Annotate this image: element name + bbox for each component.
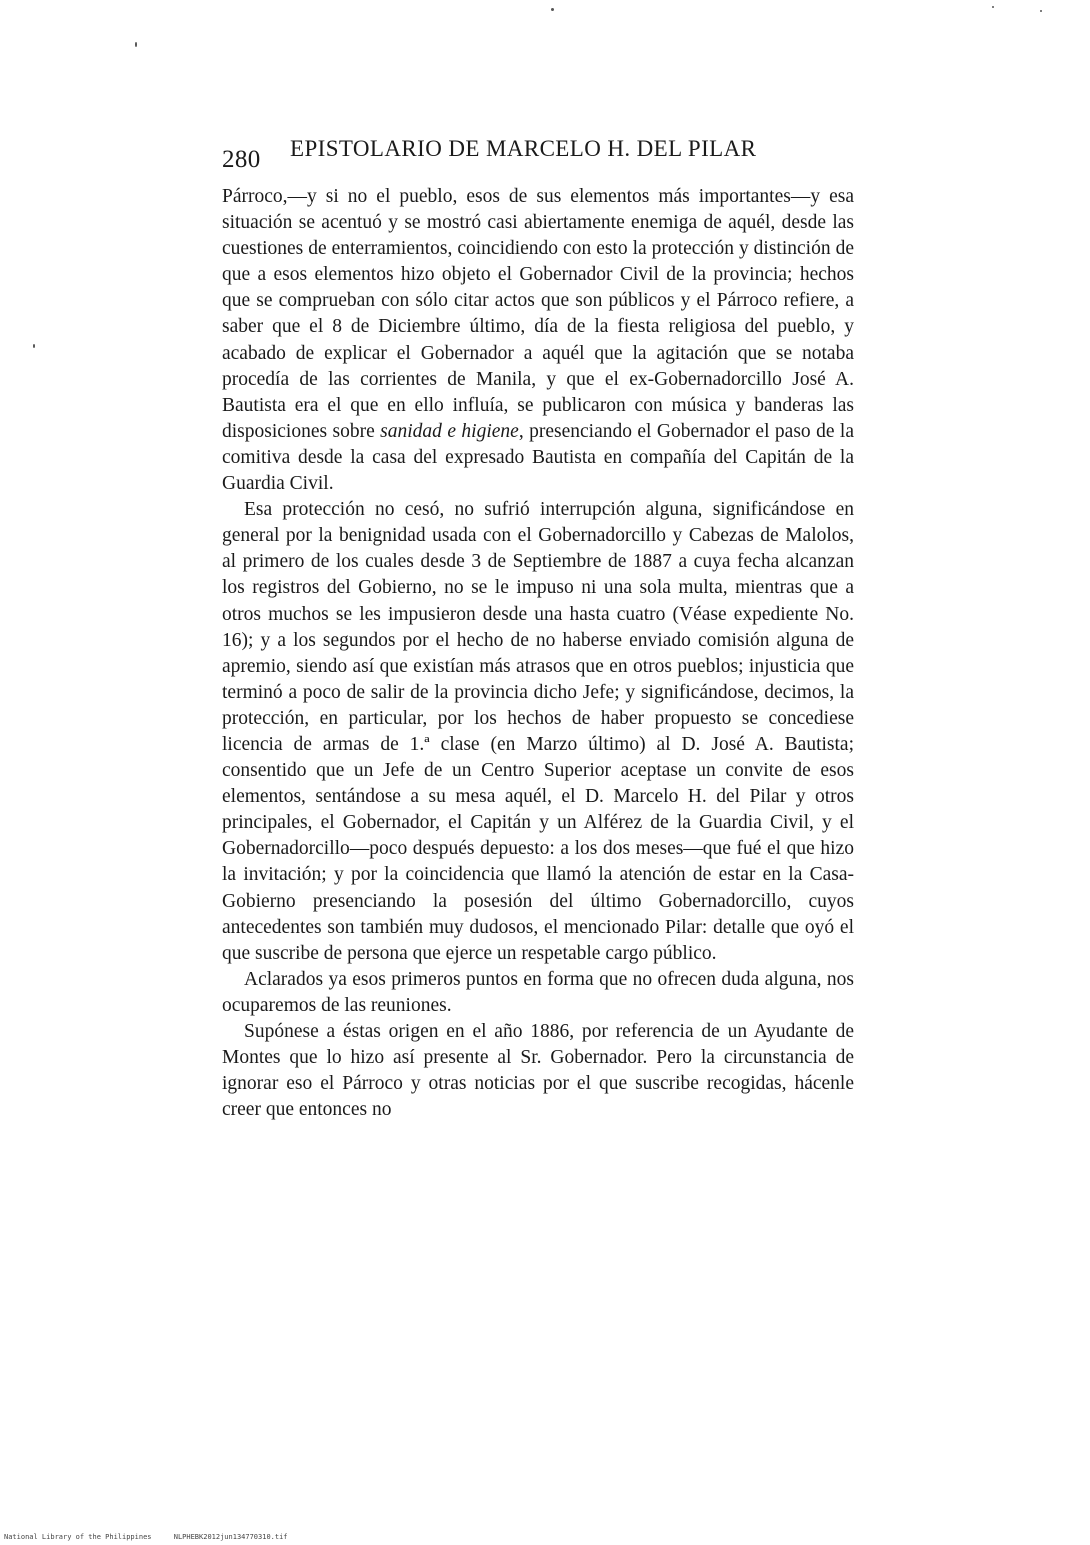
body-text (222, 184, 854, 1123)
paragraph-text: Supónese a éstas origen en el año 1886, por referencia de un Ayudante de Montes que lo hizo así presente al Sr. Gobernador. Pero la circunstancia de ignorar eso el Párroco y otras noticias por el que suscribe recogidas, hácenle creer que entonces no (222, 1021, 854, 1121)
paragraph-text: Esa protección no cesó, no sufrió interrupción alguna, significándose en general por la benignidad usada con el Gobernadorcillo y Cabezas de Malolos, al primero de los cuales desde 3 de Septiembre de 1887 a cuya fecha alcanzan los registros del Gobierno, no se le impuso ni una sola multa, mientras que a otros muchos se les impusieron desde una hasta cuatro (Véase expediente No. 16); y a los segundos por el hecho de no haberse enviado comisión alguna de apremio, siendo así que existían más atrasos que en otros pueblos; injusticia que terminó a poco de salir de la provincia dicho Jefe; y significándose, decimos, la protección, en particular, por los hechos de haber propuesto se concediese licencia de armas de 1.ª clase (en Marzo último) al D. José A. Bautista; consentido que un Jefe de un Centro Superior aceptase un convite de esos elementos, sentándose a su mesa aquél, el D. Marcelo H. del Pilar y otros principales, el Gobernador, el Capitán y un Alférez de la Guardia Civil, y el Gobernadorcillo—poco después depuesto: a los dos meses—que fué el que hizo la invitación; y por la coincidencia que llamó la atención de estar en la Casa-Gobierno presenciando la posesión del último Gobernadorcillo, cuyos antecedentes son también muy dudosos, el mencionado Pilar: detalle que oyó el que suscribe de persona que ejerce un respetable cargo público. (222, 499, 854, 964)
scan-footer (4, 1533, 306, 1541)
running-title: EPISTOLARIO DE MARCELO H. DEL PILAR (290, 136, 757, 161)
paragraph-text: Aclarados ya esos primeros puntos en forma que no ofrecen duda alguna, nos ocuparemos de las reuniones. (222, 968, 854, 1016)
file-identifier: NLPHEBK2012jun134770310.tif (173, 1533, 288, 1541)
scan-speck (551, 8, 554, 11)
paragraph (222, 184, 854, 497)
page-number: 280 (222, 146, 261, 173)
paragraph-text: , presenciando el Gobernador el paso de la comitiva desde la casa del expresado Bautista en compañía del Capitán de la Guardia Civil. (222, 420, 854, 495)
library-credit: National Library of the Philippines (4, 1533, 152, 1541)
paragraph (222, 497, 854, 967)
paragraph-text: Párroco,—y si no el pueblo, esos de sus elementos más importantes—y esa situación se acentuó y se mostró casi abiertamente enemiga de aquél, desde las cuestiones de enterramientos, coincidiendo con esto la protección y distinción de que a esos elementos hizo objeto el Gobernador Civil de la provincia; hechos que se comprueban con sólo citar actos que son públicos y el Párroco refiere, a saber que el 8 de Diciembre último, día de la fiesta religiosa del pueblo, y acabado de explicar el Gobernador a aquél que la agitación que se notaba procedía de las corrientes de Manila, y que el ex-Gobernadorcillo José A. Bautista era el que en ello influía, se publicaron con música y banderas las disposiciones sobre (222, 186, 854, 442)
italic-text: sanidad e higiene (380, 420, 519, 442)
scan-speck (1040, 10, 1042, 12)
scan-speck (135, 42, 137, 47)
scan-speck (33, 344, 35, 348)
page-header (222, 132, 862, 172)
paragraph (222, 967, 854, 1019)
scan-speck (992, 6, 994, 8)
paragraph (222, 1019, 854, 1123)
